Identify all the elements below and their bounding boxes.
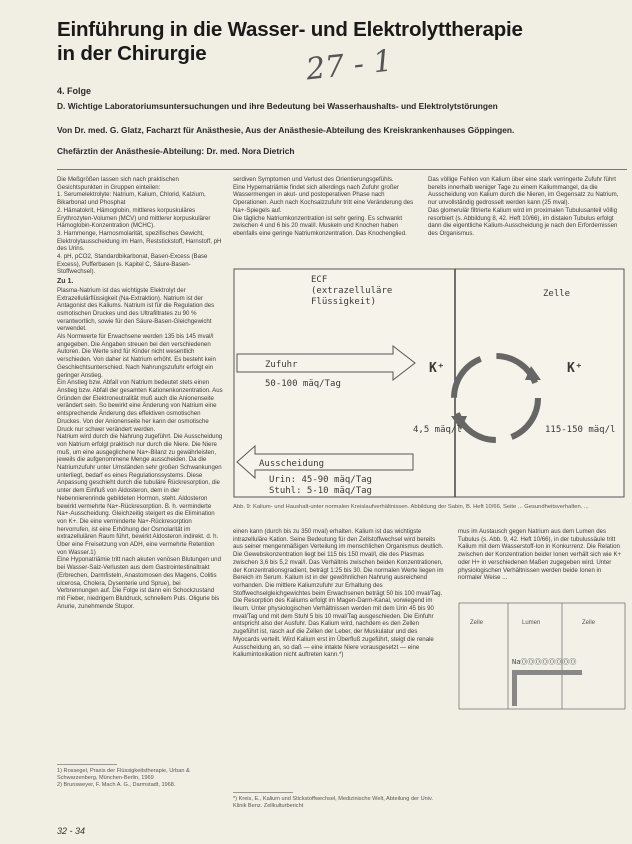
footnote: *) Kreis, E., Kalium und Stickstoffwechsel, Medizinische Welt, Abteilung der Univ. Klinik Benz. Zellkulturbericht [233, 796, 433, 809]
diagram-caption: Abb. 9: Kalium- und Haushalt-unter normalen Kreislaufverhältnissen. Abbildung der Sabin, B. Heft 10/66, Seite ... Gesundheitsverhalten. ... [233, 504, 589, 510]
text-column-3 [428, 176, 625, 264]
urine-value: Urin: 45-90 mäq/Tag [269, 475, 372, 485]
paragraph: Als Normwerte für Erwachsene werden 135 bis 145 mval/l angegeben. Die Angaben streuen bei den verschiedenen Autoren. Die Werte sind für Kinder nicht wesentlich verschieden. Von daher ist Natrium erhöht. Es besteht kein Geschlechtsunterschied. Nach Nahrungszufuhr erfolgt ein geringer Anstieg. [57, 333, 216, 379]
intake-label: Zufuhr [265, 360, 298, 370]
ecf-label: ECF [311, 275, 328, 285]
text-column-5 [458, 528, 626, 598]
potassium-diagram [233, 268, 625, 498]
paragraph: Die tägliche Natriumkonzentration ist sehr gering. Es schwankt zwischen 4 und 6 bis 20 mval/l. Muskeln und Knochen haben ebenfalls eine geringe Natriumkonzentration. Das Knochenglied. [233, 214, 407, 237]
paragraph: serdiven Symptomen und Verlust des Orientierungsgefühls. [233, 176, 394, 183]
handwritten-note: 27 - 1 [304, 43, 395, 88]
section-heading: Zu 1. [57, 278, 74, 286]
tubulus-zelle-left: Zelle [470, 620, 484, 626]
tubulus-diagram [458, 602, 626, 710]
footnote: 1) Rossegel, Praxis der Flüssigkeitstherapie, Urban & Schwarzenberg, München-Berlin, 1969 [57, 768, 190, 781]
chief-line: Chefärztin der Anästhesie-Abteilung: Dr. med. Nora Dietrich [57, 146, 295, 156]
intake-value: 50-100 mäq/Tag [265, 379, 341, 389]
footnote-rule-left [57, 764, 117, 765]
paragraph: Ein Anstieg bzw. Abfall von Natrium bedeutet stets einen Anstieg bzw. Abfall der gesamten Kationenkonzentration. Aus Gründen der Elektroneutralität muß auch die Anionenseite verändert sein. So bewirkt eine Änderung von Natrium eine entsprechende Änderung des effektiven osmotischen Druckes. Von der Anionenseite her kann der osmotische Druck nur schwer verändert werden. [57, 379, 223, 433]
text-column-2 [233, 176, 418, 264]
k-ion-ecf: K⁺ [429, 361, 445, 376]
paragraph: Eine Hyponatriämie tritt nach akuten venösen Blutungen und bei Wasser-Salz-Verlusten aus dem Gastrointestinaltrakt (Erbrechen, Darmfisteln, Anastomosen des Magens, Colitis ulcerosa, Cholera, Dysenterie und Sprue), bei Verbrennungen auf. Die Folge ist dann ein Schockzustand mit Fieber, niedrigem Blutdruck, schnellem Puls. Oligurie bis Anurie, zunehmende Stupor. [57, 556, 221, 610]
tubulus-lumen: Lumen [522, 620, 541, 626]
ecf-concentration: 4,5 mäq/l [413, 425, 462, 435]
k-ion-icf: K⁺ [567, 361, 583, 376]
paragraph: Das völlige Fehlen von Kalium über eine stark verringerte Zufuhr führt bereits innerhalb weniger Tage zu einem Kaliummangel, da die Ausscheidung von Kalium durch die Nieren, im Gegensatz zu Natrium, nur unvollständig gedrosselt werden kann (25 mval). [428, 176, 619, 207]
text-column-1 [57, 176, 223, 816]
footnotes-left [57, 768, 223, 788]
footnote-rule-right [233, 792, 293, 793]
footnotes-right [233, 796, 445, 810]
footnote: 2) Brunsweyer, F. Mach A. G., Darmstadt, 1968. [57, 781, 176, 788]
section-subtitle: D. Wichtige Laboratoriumsuntersuchungen und ihre Bedeutung bei Wasserhaushalts- und Elektrolytstörungen [57, 101, 498, 111]
tubulus-frame [459, 603, 625, 709]
paragraph: 4. pH, pCO2, Standardbikarbonat, Basen-Excess (Base Excess), Pufferbasen (s. Kapitel C, Säure-Basen-Stoffwechsel). [57, 253, 208, 276]
paragraph: Das glomerulär filtrierte Kalium wird im proximalen Tubulusanteil völlig resorbiert (s. Abbildung 8, 42. Heft 10/66), im distalen Tubulus erfolgt dann die eigentliche Kalium-Ausscheidung je nach den Erfordernissen des Organismus. [428, 206, 618, 237]
paragraph: 3. Harnmenge, Harnosmolarität, spezifisches Gewicht, Elektrolytausscheidung im Harn, Reststickstoff, Harnstoff, pH des Urins. [57, 229, 222, 253]
cell-label: Zelle [543, 289, 571, 299]
excretion-label: Ausscheidung [259, 459, 325, 469]
stool-value: Stuhl: 5-10 mäq/Tag [269, 486, 372, 496]
paragraph: mus im Austausch gegen Natrium aus dem Lumen des Tubulus (s. Abb. 9, 42. Heft 10/66), in der tubulussäule tritt Kalium mit dem Wasserstoff-Ion in Konkurrenz. Die Relation zwischen der Konzentration beider Ionen verhält sich wie K+ oder H+ in verschiedenen Maßen zugegeben wird. Unter physiologischen Verhältnissen werden beide Ionen in normaler Weise ... [458, 528, 622, 582]
ecf-sub-label: (extrazelluläre [311, 286, 393, 296]
title-line-1: Einführung in die Wasser- und Elektrolyttherapie [57, 18, 523, 41]
paragraph: 1. Serumelektrolyte: Natrium, Kalium, Chlorid, Kalzium, Bikarbonat und Phosphat [57, 191, 206, 207]
na-exchange-label: NaⓄⓄⓄⓄⓄⓄⓄⓄ [512, 658, 577, 666]
page-number: 32 - 34 [57, 826, 86, 836]
ecf-sub-label-2: Flüssigkeit) [311, 297, 377, 307]
paragraph: Die Meßgrößen lassen sich nach praktischen Gesichtspunkten in Gruppen einteilen: [57, 176, 179, 191]
icf-concentration: 115-150 mäq/l [545, 425, 616, 435]
paragraph: 2. Hämatokrit, Hämoglobin, mittleres korpuskuläres Erythrozyten-Volumen (MCV) und mittlerer korpuskulärer Hämoglobin-Konzentration (MCHC). [57, 206, 211, 230]
paragraph: Natrium wird durch die Nahrung zugeführt. Die Ausscheidung von Natrium erfolgt praktisch nur durch die Niere. Die Niere muß, um eine ausgeglichene Na+-Bilanz zu gewährleisten, jeweils die aufgenommene Menge ausscheiden. Da die Natriumzufuhr unter Umständen sehr großen Schwankungen unterliegt, bedarf es eines Regulationssystems. Diese Anpassung geschieht durch die tubuläre Rückresorption, die unter dem Einfluß von Aldosteron, dem in der Nebennierenrinde gebildeten Hormon, steht. Aldosteron bewirkt vermehrte Na+-Rückresorption. B. h. verminderte Na+-Ausscheidung. Gleichzeitig steigert es die Elimination von K+. Die eine verminderte Na+-Rückresorption hervorrufen, ist eine Erhöhung der Osmolarität im extrazellulären Raum führt, bewirkt Aldosteron indirekt. d. h. Über eine Freisetzung von ADH, eine vermehrte Retention von Wasser.1) [57, 433, 223, 556]
paragraph: einen kann (durch bis zu 350 mval) erhalten. Kalium ist das wichtigste intrazelluläre Kation. Seine Bedeutung für den Zellstoffwechsel wird bereits aus seiner mengenmäßigen Verteilung im menschlichen Organismus deutlich. Die Gewebskonzentration liegt bei 115 bis 150 mval/l, die des Plasmas zwischen 3,6 bis 5,2 mval/l. Das Verhältnis zwischen beiden Konzentrationen, der Konzentrationsgradient, beträgt 1:25 bis 30. Die normalen Werte liegen im Bereich im Serum. Kalium ist in der gewöhnlichen Nahrung ausreichend vorhanden. Die mittlere Kaliumzufuhr zur Erhaltung des Stoffwechselgleichgewichtes beim Erwachsenen beträgt 50 bis 100 mval/Tag. Die Resorption des Kaliums erfolgt im Magen-Darm-Kanal, vorwiegend im Ileum. Unter physiologischen Verhältnissen werden mit dem Urin 45 bis 90 mval/Tag und mit dem Stuhl 5 bis 10 mval/Tag ausgeschieden. Die Einfuhr entspricht also der Ausfuhr. Das Kalium wird, nachdem es den Zellen zugeführt ist, rasch auf die Zellen der Leber, der Muskulatur und des Myocards verteilt. Wird Kalium erst im Überfluß zugeführt, steigt die renale Ausscheidung an, so daß — eine intakte Niere vorausgesetzt — eine Kaliumintoxikation nicht auftreten kann.*) [233, 528, 444, 659]
author-line: Von Dr. med. G. Glatz, Facharzt für Anästhesie, Aus der Anästhesie-Abteilung des Kreiskrankenhauses Göppingen. [57, 125, 515, 135]
title-line-2: in der Chirurgie [57, 42, 207, 65]
series-label: 4. Folge [57, 86, 92, 96]
paragraph: Plasma-Natrium ist das wichtigste Elektrolyt der Extrazellulärflüssigkeit (Na-Extraktion). Natrium ist der Antagonist des Kaliums. Natrium ist für die Regulation des osmotischen Druckes und des Ultrafiltrates zu 90 % verantwortlich, sowie für den Säure-Basen-Gleichgewicht verwendet. [57, 286, 215, 333]
text-column-4 [233, 528, 445, 810]
tubulus-zelle-right: Zelle [582, 620, 596, 626]
header-divider [57, 169, 627, 170]
paragraph: Eine Hypernatriämie findet sich allerdings nach Zufuhr großer Wassermengen in akut- und postoperativen Phase nach Operationen. Auch nach Kochsalzzufuhr tritt eine Veränderung des Na+-Spiegels auf. [233, 183, 414, 214]
